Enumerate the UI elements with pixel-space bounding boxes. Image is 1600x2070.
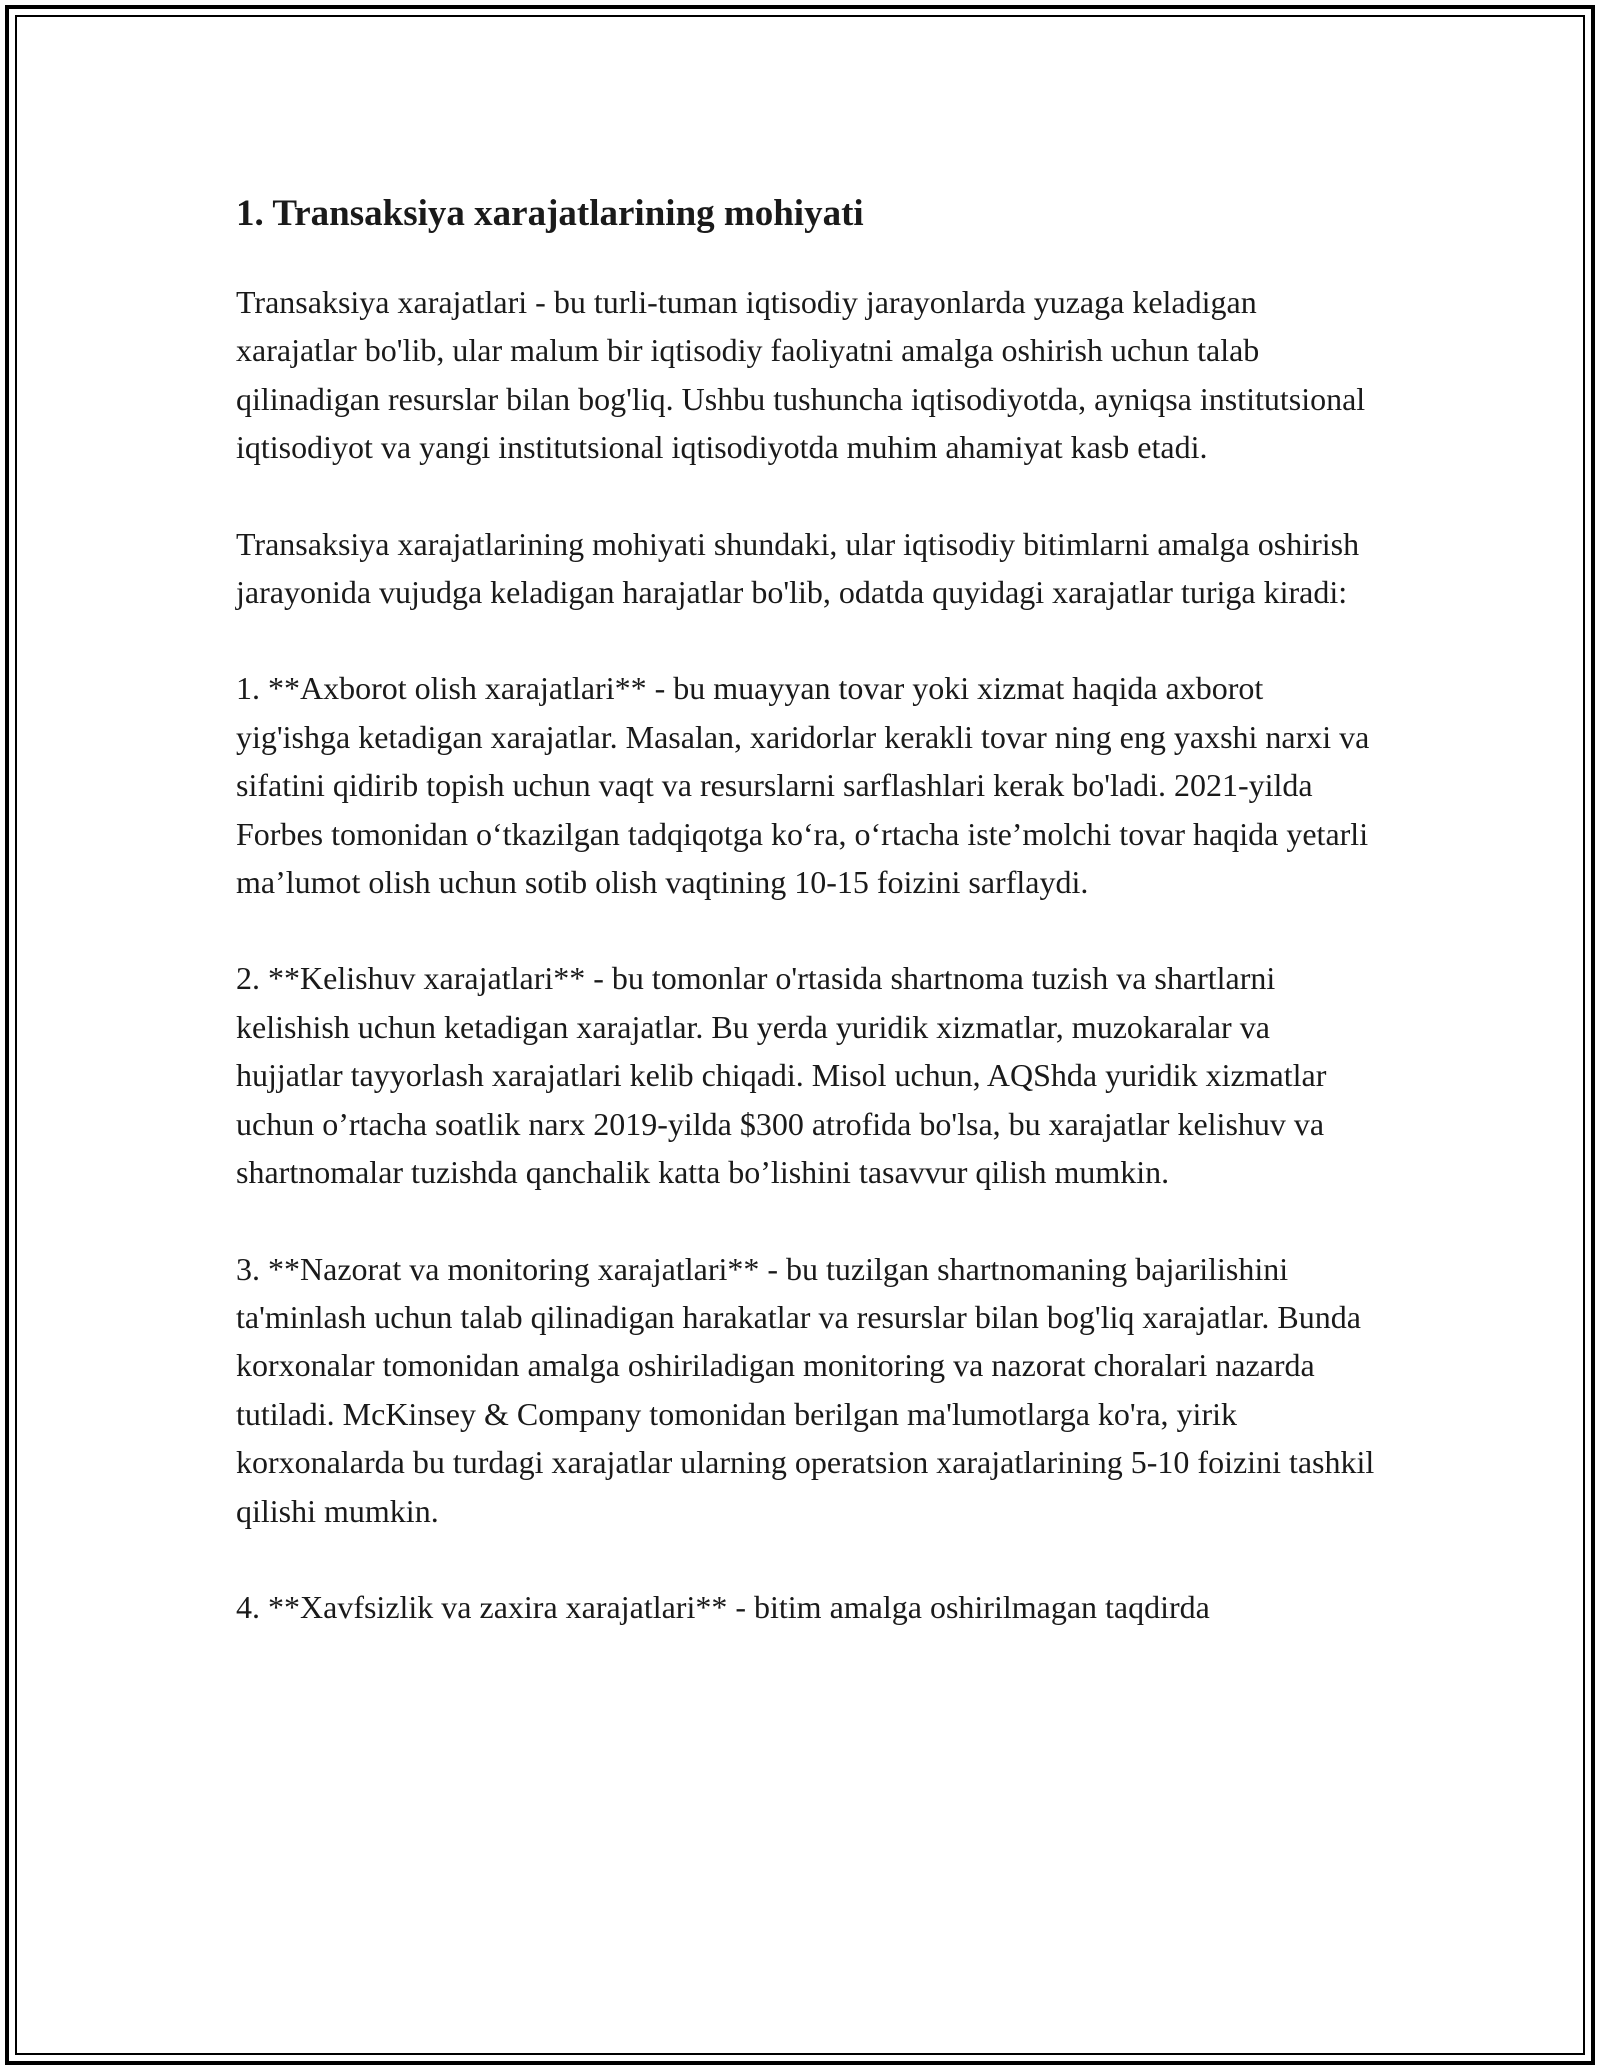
document-body <box>236 188 1376 1679</box>
paragraph-item-1: 1. **Axborot olish xarajatlari** - bu muayyan tovar yoki xizmat haqida axborot yig'ishga ketadigan xarajatlar. Masalan, xaridorlar kerakli tovar ning eng yaxshi narxi va sifatini qidirib topish uchun vaqt va resurslarni sarflashlari kerak bo'ladi. 2021-yilda Forbes tomonidan oʻtkazilgan tadqiqotga koʻra, oʻrtacha isteʼmolchi tovar haqida yetarli maʼlumot olish uchun sotib olish vaqtining 10-15 foizini sarflaydi. <box>236 670 1370 901</box>
paragraph-essence: Transaksiya xarajatlarining mohiyati shundaki, ular iqtisodiy bitimlarni amalga oshirish jarayonida vujudga keladigan harajatlar bo'lib, odatda quyidagi xarajatlar turiga kiradi: <box>236 525 1360 611</box>
paragraph-item-3: 3. **Nazorat va monitoring xarajatlari** - bu tuzilgan shartnomaning bajarilishini ta'minlash uchun talab qilinadigan harakatlar va resurslar bilan bog'liq xarajatlar. Bunda korxonalar tomonidan amalga oshiriladigan monitoring va nazorat choralari nazarda tutiladi. McKinsey & Company tomonidan berilgan ma'lumotlarga ko'ra, yirik korxonalarda bu turdagi xarajatlar ularning operatsion xarajatlarining 5-10 foizini tashkil qilishi mumkin. <box>236 1250 1375 1529</box>
paragraph-intro: Transaksiya xarajatlari - bu turli-tuman iqtisodiy jarayonlarda yuzaga keladigan xarajatlar bo'lib, ular malum bir iqtisodiy faoliyatni amalga oshirish uchun talab qilinadigan resurslar bilan bog'liq. Ushbu tushuncha iqtisodiyotda, ayniqsa institutsional iqtisodiyot va yangi institutsional iqtisodiyotda muhim ahamiyat kasb etadi. <box>236 284 1366 466</box>
section-title: 1. Transaksiya xarajatlarining mohiyati <box>236 193 864 234</box>
paragraph-item-4: 4. **Xavfsizlik va zaxira xarajatlari** - bitim amalga oshirilmagan taqdirda <box>236 1588 1210 1625</box>
paragraph-item-2: 2. **Kelishuv xarajatlari** - bu tomonlar o'rtasida shartnoma tuzish va shartlarni kelishish uchun ketadigan xarajatlar. Bu yerda yuridik xizmatlar, muzokaralar va hujjatlar tayyorlash xarajatlari kelib chiqadi. Misol uchun, AQShda yuridik xizmatlar uchun o’rtacha soatlik narx 2019-yilda $300 atrofida bo'lsa, bu xarajatlar kelishuv va shartnomalar tuzishda qanchalik katta bo’lishini tasavvur qilish mumkin. <box>236 960 1327 1191</box>
